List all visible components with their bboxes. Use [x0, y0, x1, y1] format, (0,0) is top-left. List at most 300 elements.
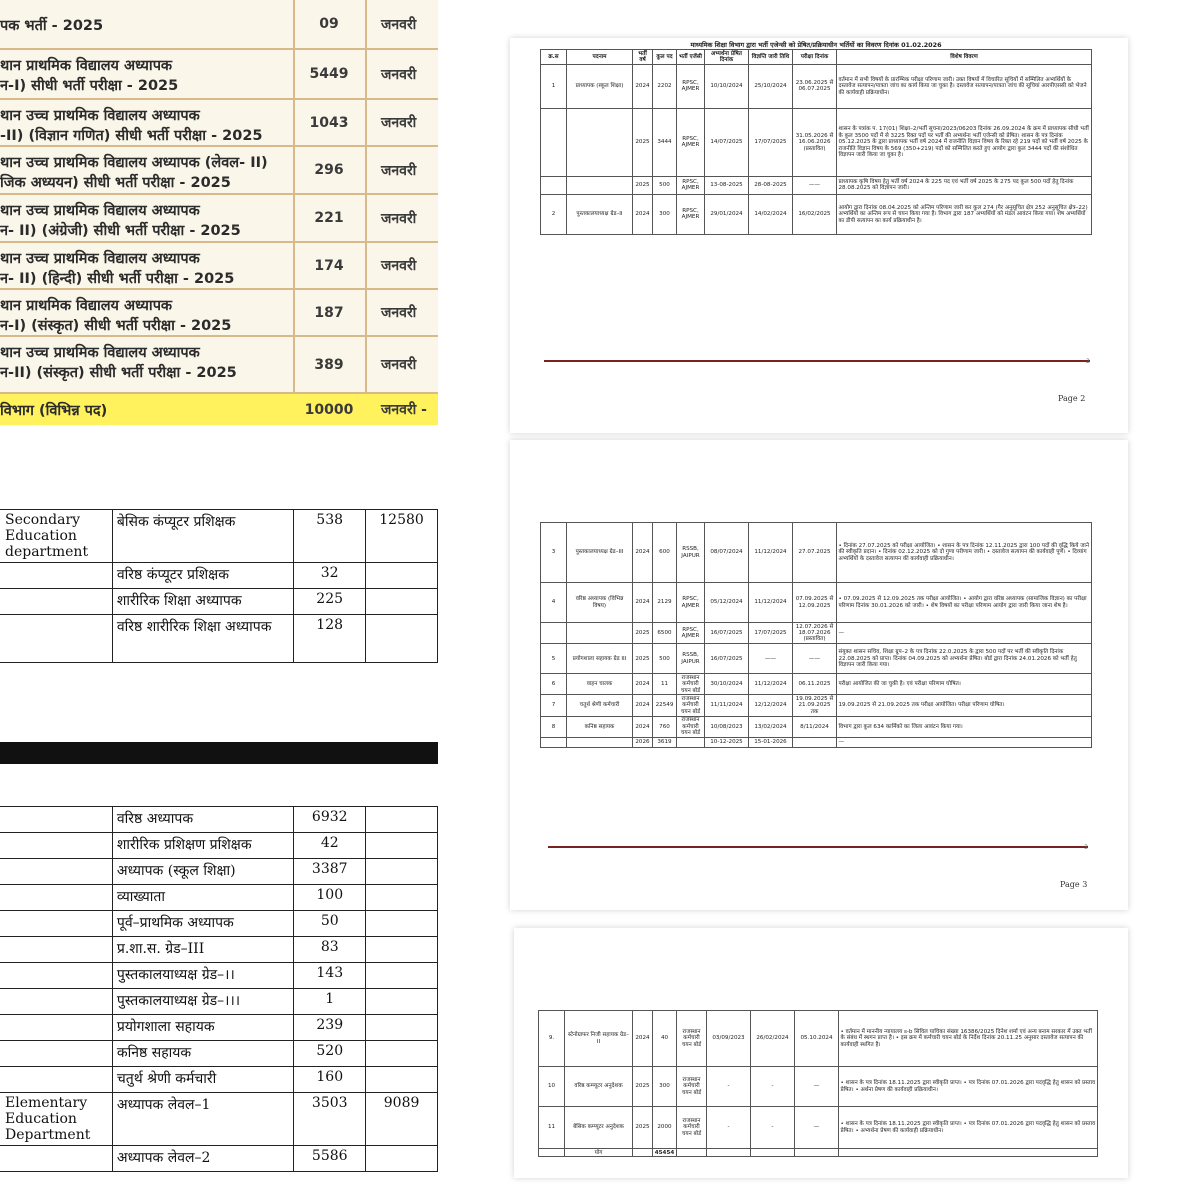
department-cell — [0, 859, 112, 885]
department-cell — [0, 885, 112, 911]
department-cell — [0, 1041, 112, 1067]
notification-date: 11/12/2024 — [749, 523, 793, 583]
post-name: शारीरिक प्रशिक्षण प्रशिक्षक — [112, 833, 293, 859]
post-name: पुस्तकालयाध्यक्ष ग्रेड–।। — [112, 963, 293, 989]
department-total — [366, 615, 438, 663]
total-posts: 500 — [653, 644, 677, 674]
recruitment-agency: RPSC, AJMER — [677, 623, 705, 644]
exam-name-line: थान उच्च प्राथमिक विद्यालय अध्यापक (लेवल- II) — [0, 155, 268, 171]
total-posts: 760 — [653, 716, 677, 737]
requisition-date: 03/09/2023 — [707, 1011, 751, 1067]
exam-month: जनवरी — [381, 210, 417, 227]
table-row — [541, 583, 1092, 623]
blank-cell — [707, 1149, 751, 1157]
serial-number: 9. — [539, 1011, 565, 1067]
header-requisition: अभ्यर्थना प्रेषित दिनांक — [705, 50, 749, 65]
exam-name-line: थान उच्च प्राथमिक विद्यालय अध्यापक — [0, 251, 200, 267]
exam-month: जनवरी — [381, 357, 417, 373]
department-total — [366, 833, 438, 859]
exam-name-line: जिक अध्ययन) सीधी भर्ती परीक्षा - 2025 — [0, 175, 231, 191]
recruitment-year: 2025 — [633, 108, 653, 176]
exam-name-line: थान प्राथमिक विद्यालय अध्यापक — [0, 298, 173, 314]
recruitment-agency: राजस्थान कर्मचारी चयन बोर्ड — [677, 1107, 707, 1149]
exam-date — [793, 737, 837, 747]
header-total: कुल पद — [653, 50, 677, 65]
requisition-date: - — [707, 1067, 751, 1107]
table-row — [539, 1011, 1098, 1067]
department-total — [366, 1041, 438, 1067]
posts-table — [0, 806, 438, 1172]
post-count: 221 — [314, 210, 344, 226]
page-label: Page 2 — [1058, 394, 1086, 403]
department-total — [366, 911, 438, 937]
remarks: 19.09.2025 से 21.09.2025 तक परीक्षा आयोजित। परीक्षा परिणाम घोषित। — [837, 695, 1092, 716]
remarks: • वर्तमान में माननीय न्यायालय s-b सिविल याचिका संख्या 16386/2025 दिनेश शर्मा एवं अन्य बनाम सरकार में उक्त भर्ती के संबंध में स्थगन प्राप्त है। • इस क्रम में कर्मचारी चयन बोर्ड के निर्देश दिनांक 20.11.25 अनुसार दस्तावेज सत्यापन की कार्यवाही स्थगित है। — [839, 1011, 1098, 1067]
remarks: • दिनांक 27.07.2025 को परीक्षा आयोजित। • शासन के पत्र दिनांक 12.11.2025 द्वारा 100 पदों की वृद्धि किये जाने की स्वीकृति प्रदान। • दिनांक 02.12.2025 को दो गुणा परीणाम जारी। • दस्तावेज सत्यापन की कार्यवाही पूर्ण। • दिव्यांग अभ्यर्थियों के दस्तावेज सत्यापन की कार्यवाही प्रक्रियाधीन। — [837, 523, 1092, 583]
post-count: 100 — [294, 885, 366, 911]
total-posts: 600 — [653, 523, 677, 583]
recruitment-status-table — [538, 1010, 1098, 1157]
post-name: चतुर्थ श्रेणी कर्मचारी — [112, 1067, 293, 1093]
table-row — [541, 644, 1092, 674]
recruitment-year: 2026 — [633, 737, 653, 747]
notification-date: 26/02/2024 — [751, 1011, 795, 1067]
table-row — [541, 716, 1092, 737]
table-row — [0, 963, 438, 989]
total-posts: 6500 — [653, 623, 677, 644]
total-posts: 2129 — [653, 583, 677, 623]
blank-cell — [677, 1149, 707, 1157]
total-posts: 3444 — [653, 108, 677, 176]
post-name: कनिष्ठ सहायक — [112, 1041, 293, 1067]
recruitment-agency: RPSC, AJMER — [677, 108, 705, 176]
notification-date: 28-08-2025 — [749, 176, 793, 194]
recruitment-year: 2024 — [633, 674, 653, 695]
post-name: कनिष्ठ सहायक — [567, 716, 633, 737]
post-count: 5586 — [294, 1146, 366, 1172]
post-count: 174 — [314, 257, 344, 274]
table-row — [0, 563, 438, 589]
table-row — [0, 1015, 438, 1041]
notification-date: —— — [749, 644, 793, 674]
table-row — [0, 510, 438, 563]
post-name: प्राध्यापक (स्कूल शिक्षा) — [567, 64, 633, 108]
post-name: पुस्तकालयाध्यक्ष ग्रेड–।।। — [112, 989, 293, 1015]
post-count: 6932 — [294, 807, 366, 833]
blank-cell — [839, 1149, 1098, 1157]
exam-month: जनवरी — [381, 16, 417, 33]
table-row — [539, 1067, 1098, 1107]
remarks: — — [837, 623, 1092, 644]
serial-number: 6 — [541, 674, 567, 695]
post-name — [567, 176, 633, 194]
exam-name-line: -II) (विज्ञान गणित) सीधी भर्ती परीक्षा - 2025 — [0, 128, 263, 144]
post-count: 296 — [314, 162, 344, 178]
recruitment-year: 2024 — [633, 523, 653, 583]
department-total — [366, 859, 438, 885]
recruitment-year: 2025 — [633, 176, 653, 194]
requisition-date: 10/10/2024 — [705, 64, 749, 108]
department-cell — [0, 1146, 112, 1172]
notification-date: 11/12/2024 — [749, 583, 793, 623]
page-number-mark: 2 — [1086, 358, 1090, 365]
post-count: 50 — [294, 911, 366, 937]
table-row — [541, 176, 1092, 194]
total-posts: 2000 — [653, 1107, 677, 1149]
document-page-3 — [510, 440, 1128, 910]
exam-date: 23.06.2025 से 06.07.2025 — [793, 64, 837, 108]
total-row — [539, 1149, 1098, 1157]
serial-number — [541, 176, 567, 194]
department-cell — [0, 833, 112, 859]
recruitment-row — [0, 243, 438, 290]
post-count: 538 — [294, 510, 366, 563]
post-name: शारीरिक शिक्षा अध्यापक — [112, 589, 293, 615]
table-row — [0, 937, 438, 963]
header-post: पदनाम — [567, 50, 633, 65]
exam-month: जनवरी — [381, 66, 417, 83]
post-name: वरिष्ठ कम्प्यूटर अनुदेशक — [565, 1067, 633, 1107]
blank-cell — [633, 1149, 653, 1157]
department-cell — [0, 963, 112, 989]
table-row — [0, 989, 438, 1015]
recruitment-year: 2025 — [633, 1107, 653, 1149]
remarks: शासन के पत्रांक प. 17(01) शिक्षा–2/भर्ती सूचना/2023/06203 दिनांक 26.09.2024 के क्रम में प्राध्यापक सीधी भर्ती के कुल 3500 पदों में से 3225 रिक्त पदों पर भर्ती की अभ्यर्थना भर्ती एजेन्सी को प्रेषित। शासन के पत्र दिनांक 05.12.2025 के द्वारा प्राध्यापक भर्ती वर्ष 2024 में राजनीति विज्ञान विषय के रिक्त रहे 219 पदों को भर्ती वर्ष 2025 के राजनीति विज्ञान विषय के 569 (350+219) पदों को सम्मिलित करते हुए आयोग द्वारा कुल 3444 पदों की संशोधित विज्ञापन जारी किया जा चुका है। — [837, 108, 1092, 176]
recruitment-agency — [677, 737, 705, 747]
exam-date: 27.07.2025 — [793, 523, 837, 583]
header-remarks: विशेष विवरण — [837, 50, 1092, 65]
remarks: • 07.09.2025 से 12.09.2025 तक परीक्षा आयोजित। • आयोग द्वारा वरिष्ठ अध्यापक (सामाजिक विज्ञान) का परीक्षा परिणाम दिनांक 30.01.2026 को जारी। • शेष विषयों का परीक्षा परिणाम आयोग द्वारा जारी किया जाना शेष है। — [837, 583, 1092, 623]
post-count: 83 — [294, 937, 366, 963]
post-name: अध्यापक लेवल–1 — [112, 1093, 293, 1146]
serial-number: 7 — [541, 695, 567, 716]
recruitment-row — [0, 50, 438, 100]
post-count: 143 — [294, 963, 366, 989]
total-posts: 300 — [653, 194, 677, 234]
serial-number: 1 — [541, 64, 567, 108]
remarks: विभाग द्वारा कुल 634 कार्मिको का जिला आवंटन किया गया। — [837, 716, 1092, 737]
post-name: प्रयोगशाला सहायक — [112, 1015, 293, 1041]
recruitment-row — [0, 0, 438, 50]
serial-number — [541, 108, 567, 176]
remarks: • शासन के पत्र दिनांक 18.11.2025 द्वारा स्वीकृति प्राप्त। • पत्र दिनांक 07.01.2026 द्वारा पदवृद्धि हेतु शासन को प्रस्ताव प्रेषित। • अभ्यर्थना प्रेषण की कार्यवाही प्रक्रियाधीन। — [839, 1107, 1098, 1149]
post-count: 1043 — [309, 114, 349, 131]
exam-date: 8/11/2024 — [793, 716, 837, 737]
notification-date: 17/07/2025 — [749, 623, 793, 644]
header-notification: विज्ञप्ति जारी तिथि — [749, 50, 793, 65]
recruitment-agency: राजस्थान कर्मचारी चयन बोर्ड — [677, 716, 705, 737]
post-count: 187 — [314, 304, 344, 321]
exam-date: 19.09.2025 से 21.09.2025 तक — [793, 695, 837, 716]
header-serial: क्र.स — [541, 50, 567, 65]
department-total — [366, 1015, 438, 1041]
exam-month: जनवरी — [381, 115, 417, 131]
highlight-month: जनवरी - — [381, 402, 427, 418]
department-cell — [0, 937, 112, 963]
table-row — [541, 737, 1092, 747]
post-count: 1 — [294, 989, 366, 1015]
notification-date: 25/10/2024 — [749, 64, 793, 108]
exam-name-line: थान उच्च प्राथमिक विद्यालय अध्यापक — [0, 203, 200, 219]
department-total — [366, 589, 438, 615]
exam-name-line: न-I) (संस्कृत) सीधी भर्ती परीक्षा - 2025 — [0, 318, 232, 334]
department-total — [366, 563, 438, 589]
table-row — [539, 1107, 1098, 1149]
total-posts: 11 — [653, 674, 677, 695]
post-name: पूर्व–प्राथमिक अध्यापक — [112, 911, 293, 937]
recruitment-row — [0, 290, 438, 337]
table-row — [0, 859, 438, 885]
post-name: वरिष्ठ कंप्यूटर प्रशिक्षक — [112, 563, 293, 589]
requisition-date: 30/10/2024 — [705, 674, 749, 695]
notification-date: 11/12/2024 — [749, 674, 793, 695]
department-total — [366, 885, 438, 911]
remarks: — — [837, 737, 1092, 747]
notification-date: - — [751, 1067, 795, 1107]
post-name: वरिष्ठ अध्यापक — [112, 807, 293, 833]
document-title: माध्यमिक शिक्षा विभाग द्वारा भर्ती एजेन्सी को प्रेषित/प्रक्रियाधीन भर्तियों का विवरण दिनांक 01.02.2026 — [690, 41, 942, 49]
recruitment-agency: RSSB, JAIPUR — [677, 644, 705, 674]
exam-date: 12.07.2026 से 18.07.2026 (प्रस्तावित) — [793, 623, 837, 644]
total-posts: 500 — [653, 176, 677, 194]
serial-number: 8 — [541, 716, 567, 737]
recruitment-year: 2024 — [633, 583, 653, 623]
highlight-name: विभाग (विभिन्न पद) — [0, 403, 108, 419]
department-total — [366, 1146, 438, 1172]
total-value: 45454 — [653, 1149, 677, 1157]
recruitment-row — [0, 195, 438, 243]
post-name: वरिष्ठ अध्यापक (विभिन्न विषय) — [567, 583, 633, 623]
document-page-2 — [510, 38, 1128, 433]
exam-name-line: न- II) (हिन्दी) सीधी भर्ती परीक्षा - 2025 — [0, 271, 235, 287]
remarks: • शासन के पत्र दिनांक 18.11.2025 द्वारा स्वीकृति प्राप्त। • पत्र दिनांक 07.01.2026 द्वारा पदवृद्धि हेतु शासन को प्रस्ताव प्रेषित। • अर्थना प्रेषण की कार्यवाही प्रक्रियाधीन। — [839, 1067, 1098, 1107]
table-row — [0, 885, 438, 911]
post-count: 160 — [294, 1067, 366, 1093]
recruitment-year: 2025 — [633, 1067, 653, 1107]
post-name: वरिष्ठ शारीरिक शिक्षा अध्यापक — [112, 615, 293, 663]
serial-number: 10 — [539, 1067, 565, 1107]
highlight-row — [0, 394, 438, 425]
exam-name — [0, 50, 292, 98]
department-total — [366, 989, 438, 1015]
table-row — [541, 674, 1092, 695]
blank-cell — [539, 1149, 565, 1157]
header-year: भर्ती वर्ष — [633, 50, 653, 65]
serial-number: 2 — [541, 194, 567, 234]
exam-date: 16/02/2025 — [793, 194, 837, 234]
header-exam: परीक्षा दिनांक — [793, 50, 837, 65]
post-name: व्याख्याता — [112, 885, 293, 911]
exam-name — [0, 337, 292, 392]
post-count: 128 — [294, 615, 366, 663]
table-row — [0, 1146, 438, 1172]
post-name: वाहन चालक — [567, 674, 633, 695]
post-name — [567, 108, 633, 176]
post-count: 5449 — [309, 66, 349, 82]
table-row — [0, 911, 438, 937]
total-label: योग — [565, 1149, 633, 1157]
department-cell — [0, 807, 112, 833]
table-row — [0, 1067, 438, 1093]
requisition-date: 14/07/2025 — [705, 108, 749, 176]
recruitment-status-table — [540, 49, 1092, 235]
serial-number: 3 — [541, 523, 567, 583]
post-count: 3387 — [294, 859, 366, 885]
requisition-date: 16/07/2025 — [705, 644, 749, 674]
exam-name — [0, 290, 292, 335]
post-count: 239 — [294, 1015, 366, 1041]
serial-number — [541, 623, 567, 644]
recruitment-agency: RPSC, AJMER — [677, 176, 705, 194]
recruitment-year: 2024 — [633, 695, 653, 716]
exam-date: 06.11.2025 — [793, 674, 837, 695]
exam-date: 31.05.2026 से 16.06.2026 (प्रस्तावित) — [793, 108, 837, 176]
exam-name — [0, 195, 292, 241]
post-name: बेसिक कंप्यूटर प्रशिक्षक — [112, 510, 293, 563]
serial-number: 11 — [539, 1107, 565, 1149]
requisition-date: 05/12/2024 — [705, 583, 749, 623]
total-posts: 2202 — [653, 64, 677, 108]
exam-name — [0, 0, 292, 48]
department-total — [366, 1067, 438, 1093]
department-cell: Secondary Education department — [0, 510, 112, 563]
department-cell — [0, 589, 112, 615]
total-posts: 22549 — [653, 695, 677, 716]
table-row — [541, 623, 1092, 644]
requisition-date: 16/07/2025 — [705, 623, 749, 644]
exam-name-line: थान उच्च प्राथमिक विद्यालय अध्यापक — [0, 345, 200, 361]
post-count: 389 — [314, 356, 344, 373]
post-count: 225 — [294, 589, 366, 615]
total-posts: 40 — [653, 1011, 677, 1067]
remarks: प्राध्यापक कृषि विषय हेतु भर्ती वर्ष 2024 के 225 पद एवं भर्ती वर्ष 2025 के 275 पद कुल 500 पदों हेतु दिनांक 28.08.2025 को विज्ञापन जारी। — [837, 176, 1092, 194]
remarks: वर्तमान में सभी विषयों के प्रारम्भिक परीक्षा परिणाम जारी। उक्त विषयों में विचारित सूचियों में सम्मिलित अभ्यर्थियों के दस्तावेज सत्यापन/पात्रता जांच का कार्य किया जा चुका है। दस्तावेज सत्यापन/पात्रता जांच की सूचियां आरपीएससी को भेजने की कार्यवाही प्रक्रियाधीन। — [837, 64, 1092, 108]
requisition-date: 11/11/2024 — [705, 695, 749, 716]
header-agency: भर्ती एजेंसी — [677, 50, 705, 65]
remarks: आयोग द्वारा दिनांक 08.04.2025 को अन्तिम परिणाम जारी कर कुल 274 (गैर अनुसूचित क्षेत्र 252 अनुसूचित क्षेत्र–22) अभ्यर्थियों का अन्तिम रूप से चयन किया गया है। विभाग द्वारा 187 अभ्यर्थियों को मंडल आवंटन किया गया। शेष अभ्यर्थियों का डीपी सत्यापन का कार्य प्रक्रियाधीन है। — [837, 194, 1092, 234]
table-row — [541, 108, 1092, 176]
post-name: अध्यापक (स्कूल शिक्षा) — [112, 859, 293, 885]
blank-cell — [795, 1149, 839, 1157]
table-row — [541, 194, 1092, 234]
recruitment-agency: RPSC, AJMER — [677, 64, 705, 108]
post-count: 3503 — [294, 1093, 366, 1146]
serial-number: 4 — [541, 583, 567, 623]
blank-cell — [751, 1149, 795, 1157]
recruitment-row — [0, 337, 438, 394]
exam-month: जनवरी — [381, 258, 417, 274]
department-total: 9089 — [366, 1093, 438, 1146]
exam-date: —— — [793, 176, 837, 194]
exam-name-line: थान प्राथमिक विद्यालय अध्यापक — [0, 58, 173, 74]
exam-date: —— — [793, 644, 837, 674]
secondary-education-table — [0, 509, 438, 663]
notification-date: 15-01-2026 — [749, 737, 793, 747]
page-number-mark: 3 — [1084, 844, 1088, 851]
post-name — [567, 737, 633, 747]
post-name: पुस्तकालयाध्यक्ष ग्रेड–II — [567, 194, 633, 234]
department-total — [366, 963, 438, 989]
exam-name-line: पक भर्ती - 2025 — [0, 18, 104, 34]
post-name — [567, 623, 633, 644]
recruitment-agency: राजस्थान कर्मचारी चयन बोर्ड — [677, 1067, 707, 1107]
total-posts: 300 — [653, 1067, 677, 1107]
table-row — [0, 1093, 438, 1146]
highlight-count: 10000 — [304, 401, 354, 418]
notification-date: 14/02/2024 — [749, 194, 793, 234]
page-footer-line — [544, 360, 1090, 362]
exam-month: जनवरी — [381, 305, 417, 321]
post-name: प्रयोगशाला सहायक ग्रेड III — [567, 644, 633, 674]
exam-name — [0, 243, 292, 288]
table-row — [541, 695, 1092, 716]
notification-date: 13/02/2024 — [749, 716, 793, 737]
requisition-date: 10-12-2025 — [705, 737, 749, 747]
notification-date: 12/12/2024 — [749, 695, 793, 716]
exam-date: — — [795, 1107, 839, 1149]
table-row — [0, 589, 438, 615]
exam-name-line: थान उच्च प्राथमिक विद्यालय अध्यापक — [0, 108, 200, 124]
recruitment-row — [0, 147, 438, 195]
page-label: Page 3 — [1060, 880, 1088, 889]
recruitment-row — [0, 100, 438, 147]
requisition-date: 29/01/2024 — [705, 194, 749, 234]
requisition-date: 10/08/2023 — [705, 716, 749, 737]
recruitment-year: 2025 — [633, 644, 653, 674]
department-total: 12580 — [366, 510, 438, 563]
table-row — [0, 1041, 438, 1067]
recruitment-agency: राजस्थान कर्मचारी चयन बोर्ड — [677, 1011, 707, 1067]
post-name: अध्यापक लेवल–2 — [112, 1146, 293, 1172]
department-cell — [0, 1015, 112, 1041]
department-total — [366, 937, 438, 963]
dark-divider-bar — [0, 742, 438, 764]
recruitment-agency: राजस्थान कर्मचारी चयन बोर्ड — [677, 695, 705, 716]
recruitment-year: 2025 — [633, 623, 653, 644]
requisition-date: 13-08-2025 — [705, 176, 749, 194]
recruitment-agency: राजस्थान कर्मचारी चयन बोर्ड — [677, 674, 705, 695]
exam-name — [0, 147, 292, 193]
department-cell — [0, 1067, 112, 1093]
remarks: संयुक्त शासन सचिव, शिक्षा ग्रुप–2 के पत्र दिनांक 22.0.2025 के द्वारा 500 पदों पर भर्ती की स्वीकृति दिनांक 22.08.2025 को प्राप्त। दिनांक 04.09.2025 को अभ्यर्थना प्रेषित। बोर्ड द्वारा दिनांक 24.01.2026 को भर्ती हेतु विज्ञापन जारी किया गया। — [837, 644, 1092, 674]
total-posts: 3619 — [653, 737, 677, 747]
recruitment-year: 2024 — [633, 194, 653, 234]
serial-number: 5 — [541, 644, 567, 674]
department-cell: Elementary Education Department — [0, 1093, 112, 1146]
department-cell — [0, 615, 112, 663]
exam-date: — — [795, 1067, 839, 1107]
post-name: बेसिक कम्प्यूटर अनुदेशक — [565, 1107, 633, 1149]
exam-date: 05.10.2024 — [795, 1011, 839, 1067]
serial-number — [541, 737, 567, 747]
exam-date: 07.09.2025 से 12.09.2025 — [793, 583, 837, 623]
post-name: पुस्तकालयाध्यक्ष ग्रेड–III — [567, 523, 633, 583]
post-count: 09 — [319, 16, 339, 32]
department-cell — [0, 911, 112, 937]
table-row — [0, 615, 438, 663]
recruitment-agency: RPSC, AJMER — [677, 583, 705, 623]
requisition-date: - — [707, 1107, 751, 1149]
post-name: प्र.शा.स. ग्रेड–III — [112, 937, 293, 963]
recruitment-year: 2024 — [633, 1011, 653, 1067]
document-page-4 — [514, 928, 1128, 1178]
recruitment-year: 2024 — [633, 64, 653, 108]
exam-name-line: न- II) (अंग्रेजी) सीधी भर्ती परीक्षा - 2025 — [0, 223, 241, 239]
post-count: 32 — [294, 563, 366, 589]
post-name: स्टेनोग्राफर निजी सहायक ग्रेड–II — [565, 1011, 633, 1067]
notification-date: 17/07/2025 — [749, 108, 793, 176]
remarks: परीक्षा आयोजित की जा चुकी है। एवं परीक्षा परिणाम घोषित। — [837, 674, 1092, 695]
